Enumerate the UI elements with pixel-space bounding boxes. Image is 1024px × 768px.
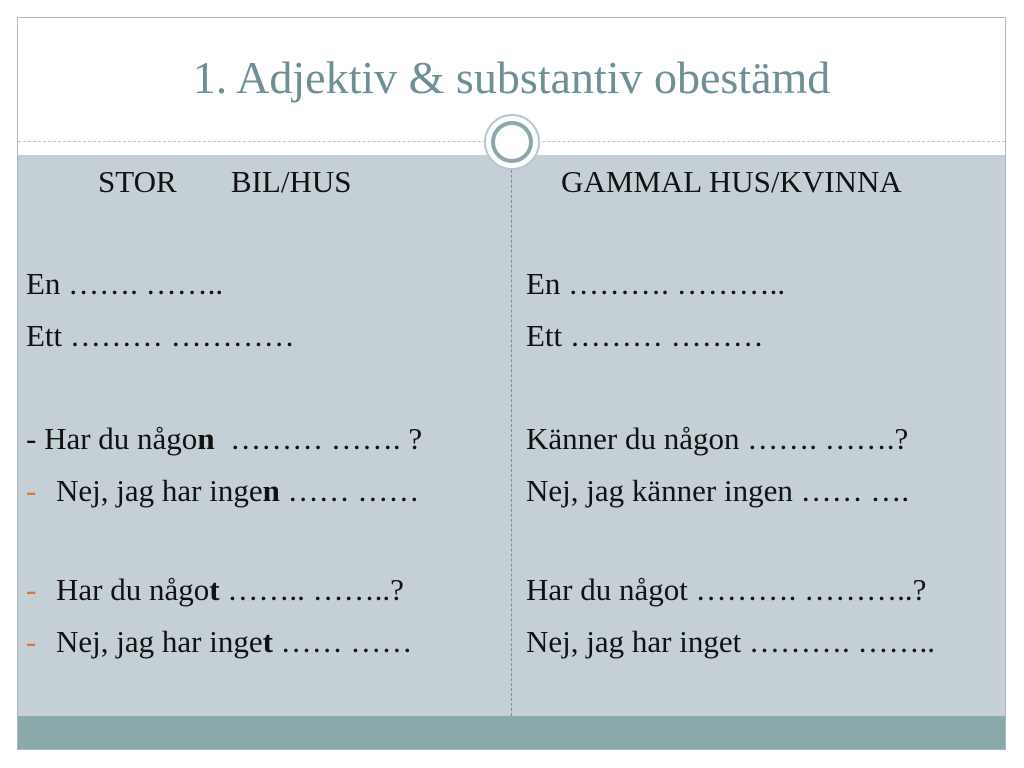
slide-title: 1. Adjektiv & substantiv obestämd [192, 52, 831, 103]
left-question-1-rest: ……… ……. ? [214, 421, 423, 456]
left-question-2 [26, 570, 404, 610]
left-question-1-bold: n [197, 421, 215, 456]
right-ett-line: Ett ……… ……… [526, 318, 764, 353]
left-ett-line: Ett ……… ………… [26, 318, 295, 353]
left-question-2-dash: - [26, 572, 37, 607]
right-answer-1: Nej, jag känner ingen …… …. [526, 473, 910, 508]
footer-bar [18, 716, 1005, 749]
left-answer-2 [26, 622, 412, 662]
left-question-1-prefix: Har du någo [44, 421, 198, 456]
right-question-2: Har du något ………. ………..? [526, 572, 927, 607]
left-question-2-rest: …….. ……..? [219, 572, 404, 607]
right-answer-2: Nej, jag har inget ………. …….. [526, 624, 935, 659]
ring-ornament-inner [491, 121, 533, 163]
left-answer-1-bold: n [262, 473, 280, 508]
left-answer-2-bold: t [262, 624, 273, 659]
left-answer-1-prefix: Nej, jag har inge [56, 473, 263, 508]
left-answer-2-prefix: Nej, jag har inge [56, 624, 263, 659]
left-heading: STOR BIL/HUS [98, 164, 352, 199]
left-answer-1 [26, 471, 419, 511]
right-en-line: En ………. ……….. [526, 266, 786, 301]
left-question-1-dash: - [26, 421, 45, 456]
left-answer-1-rest: …… …… [279, 473, 420, 508]
column-divider [511, 155, 512, 716]
left-en-line: En ……. …….. [26, 266, 224, 301]
left-answer-2-dash: - [26, 624, 37, 659]
left-question-2-prefix: Har du någo [56, 572, 210, 607]
left-answer-2-rest: …… …… [272, 624, 413, 659]
left-question-1 [26, 419, 422, 459]
ring-ornament [484, 114, 540, 170]
left-answer-1-dash: - [26, 473, 37, 508]
right-question-1: Känner du någon ……. …….? [526, 421, 909, 456]
left-question-2-bold: t [209, 572, 220, 607]
right-heading: GAMMAL HUS/KVINNA [561, 164, 902, 199]
